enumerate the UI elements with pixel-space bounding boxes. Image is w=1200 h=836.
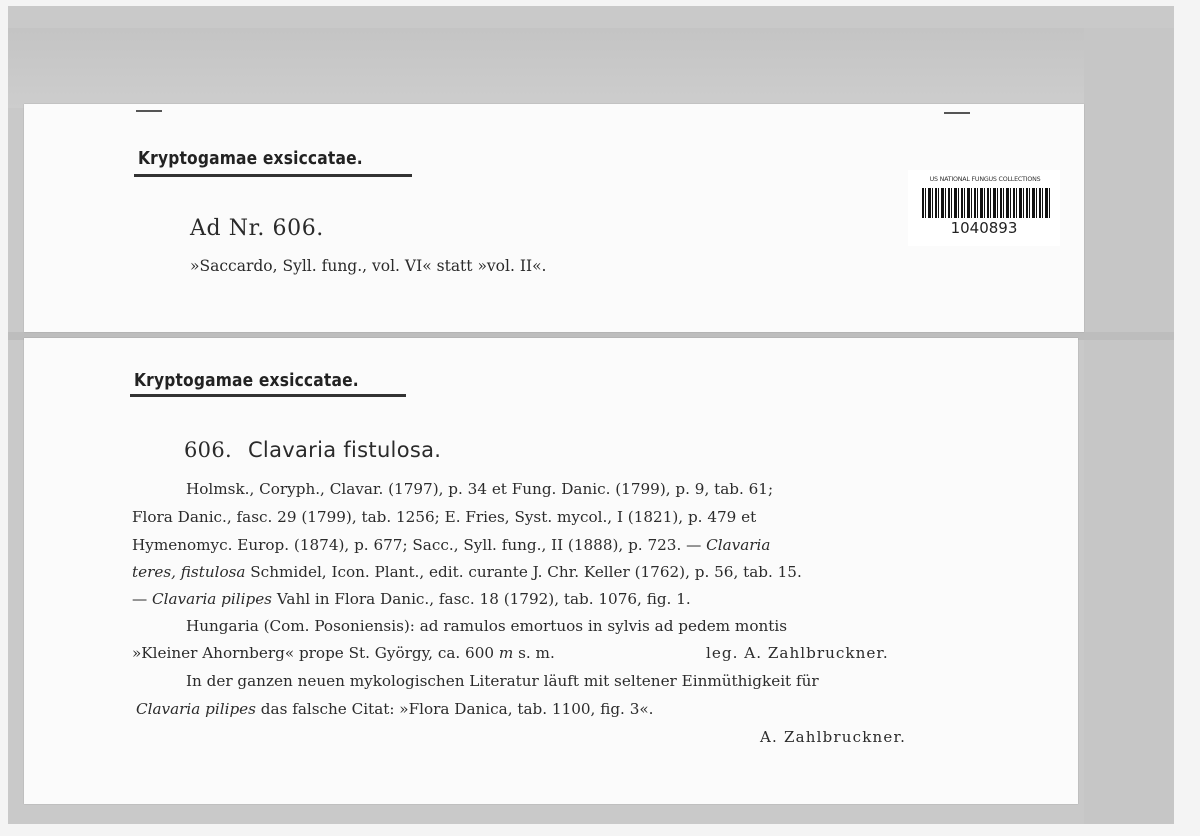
text-line-4 bbox=[132, 563, 802, 581]
bottom-header-rule bbox=[130, 394, 406, 397]
text-line-5-a: — bbox=[132, 590, 148, 608]
barcode-number: 1040893 bbox=[950, 219, 1018, 237]
text-line-5 bbox=[132, 590, 691, 608]
text-line-7-c: s. m. bbox=[518, 644, 555, 662]
bottom-label-header: Kryptogamae exsiccatae. bbox=[134, 370, 359, 391]
species-name: Clavaria fistulosa. bbox=[247, 438, 442, 462]
specimen-number: 606. bbox=[184, 438, 232, 462]
barcode-caption: US NATIONAL FUNGUS COLLECTIONS bbox=[929, 176, 1041, 183]
text-line-5-c: Vahl in Flora Danic., fasc. 18 (1792), tab. 1076, fig. 1. bbox=[276, 590, 691, 608]
text-line-9-b: das falsche Citat: »Flora Danica, tab. 1100, fig. 3«. bbox=[260, 700, 654, 718]
text-line-1: Holmsk., Coryph., Clavar. (1797), p. 34 et Fung. Danic. (1799), p. 9, tab. 61; bbox=[186, 480, 774, 498]
text-line-3-a: Hymenomyc. Europ. (1874), p. 677; Sacc., Syll. fung., II (1888), p. 723. — bbox=[132, 536, 702, 554]
text-line-8: In der ganzen neuen mykologischen Literatur läuft mit seltener Einmüthigkeit für bbox=[186, 672, 819, 690]
text-line-9 bbox=[136, 700, 654, 718]
text-line-7-b: m bbox=[498, 644, 514, 662]
sheet-top-band bbox=[8, 28, 1174, 108]
text-line-3 bbox=[132, 536, 770, 554]
barcode-label bbox=[908, 170, 1060, 246]
text-line-7-a: »Kleiner Ahornberg« prope St. György, ca. 600 bbox=[132, 644, 495, 662]
top-label-correction: »Saccardo, Syll. fung., vol. VI« statt »vol. II«. bbox=[190, 257, 547, 275]
species-heading bbox=[184, 438, 441, 462]
text-line-6: Hungaria (Com. Posoniensis): ad ramulos emortuos in sylvis ad pedem montis bbox=[186, 617, 787, 635]
signature: A. Zahlbruckner. bbox=[760, 728, 907, 746]
top-header-rule bbox=[134, 174, 412, 177]
text-line-3-b: Clavaria bbox=[706, 536, 771, 554]
text-line-9-a: Clavaria pilipes bbox=[136, 700, 256, 718]
text-line-4-b: Schmidel, Icon. Plant., edit. curante J. Chr. Keller (1762), p. 56, tab. 15. bbox=[250, 563, 802, 581]
text-line-2: Flora Danic., fasc. 29 (1799), tab. 1256; E. Fries, Syst. mycol., I (1821), p. 479 et bbox=[132, 508, 757, 526]
barcode-icon bbox=[922, 188, 1050, 218]
text-line-5-b: Clavaria pilipes bbox=[152, 590, 272, 608]
label-mark-right bbox=[944, 112, 970, 114]
text-line-7 bbox=[132, 644, 555, 662]
top-label-header: Kryptogamae exsiccatae. bbox=[138, 148, 363, 169]
top-label-title: Ad Nr. 606. bbox=[190, 216, 324, 241]
text-line-4-a: teres, fistulosa bbox=[132, 563, 246, 581]
label-mark-left bbox=[136, 110, 162, 112]
sheet-right-strip bbox=[1084, 28, 1174, 824]
collector-credit: leg. A. Zahlbruckner. bbox=[706, 644, 889, 662]
